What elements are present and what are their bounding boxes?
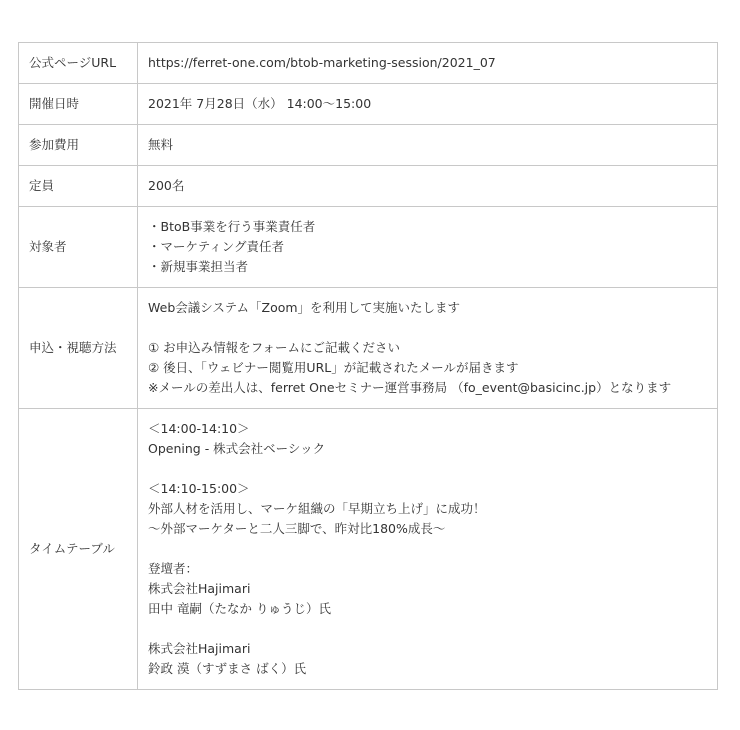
info-row-target-audience: [19, 207, 718, 288]
value-line: 株式会社Hajimari: [148, 641, 251, 656]
value-line: 外部人材を活用し、マーケ組織の「早期立ち上げ」に成功！: [148, 501, 486, 516]
value-line: [148, 619, 707, 639]
value-line: ※メールの差出人は、ferret Oneセミナー運営事務局 （fo_event@basicinc.jp）となります: [148, 380, 672, 395]
info-row-fee: [19, 125, 718, 166]
row-label: 申込・視聴方法: [19, 288, 138, 409]
info-row-event-datetime: [19, 84, 718, 125]
value-line: 無料: [148, 137, 174, 152]
official-page-link[interactable]: https://ferret-one.com/btob-marketing-session/2021_07: [148, 55, 496, 70]
value-line: ・新規事業担当者: [148, 259, 249, 274]
value-line: ・マーケティング責任者: [148, 239, 285, 254]
value-line: [148, 539, 707, 559]
event-info-container: [18, 42, 718, 690]
info-row-registration-method: [19, 288, 718, 409]
value-line: ＜14:00-14:10＞: [148, 421, 250, 436]
row-value: [138, 409, 718, 690]
value-line: [148, 459, 707, 479]
row-label: 公式ページURL: [19, 43, 138, 84]
value-line: ・BtoB事業を行う事業責任者: [148, 219, 316, 234]
row-value: [138, 84, 718, 125]
row-value: [138, 207, 718, 288]
row-value: [138, 125, 718, 166]
value-line: 株式会社Hajimari: [148, 581, 251, 596]
row-label: 開催日時: [19, 84, 138, 125]
value-line: 2021年 7月28日（水） 14:00〜15:00: [148, 96, 372, 111]
row-value: [138, 43, 718, 84]
info-row-official-url: [19, 43, 718, 84]
row-label: タイムテーブル: [19, 409, 138, 690]
value-line: 鈴政 漠（すずまさ ばく）氏: [148, 661, 307, 676]
value-line: 田中 竜嗣（たなか りゅうじ）氏: [148, 601, 331, 616]
row-label: 定員: [19, 166, 138, 207]
event-info-table: [18, 42, 718, 690]
value-line: 登壇者：: [148, 561, 199, 576]
value-line: ＜14:10-15:00＞: [148, 481, 250, 496]
event-info-table-body: [19, 43, 718, 690]
info-row-capacity: [19, 166, 718, 207]
value-line: ① お申込み情報をフォームにご記載ください: [148, 340, 401, 355]
value-line: Opening - 株式会社ベーシック: [148, 441, 326, 456]
value-line: Web会議システム「Zoom」を利用して実施いたします: [148, 300, 461, 315]
value-line: [148, 318, 707, 338]
row-label: 参加費用: [19, 125, 138, 166]
value-line: 〜外部マーケターと二人三脚で、昨対比180%成長〜: [148, 521, 446, 536]
row-label: 対象者: [19, 207, 138, 288]
info-row-timetable: [19, 409, 718, 690]
row-value: [138, 166, 718, 207]
value-line: 200名: [148, 178, 185, 193]
value-line: ② 後日、「ウェビナー閲覧用URL」が記載されたメールが届きます: [148, 360, 519, 375]
row-value: [138, 288, 718, 409]
